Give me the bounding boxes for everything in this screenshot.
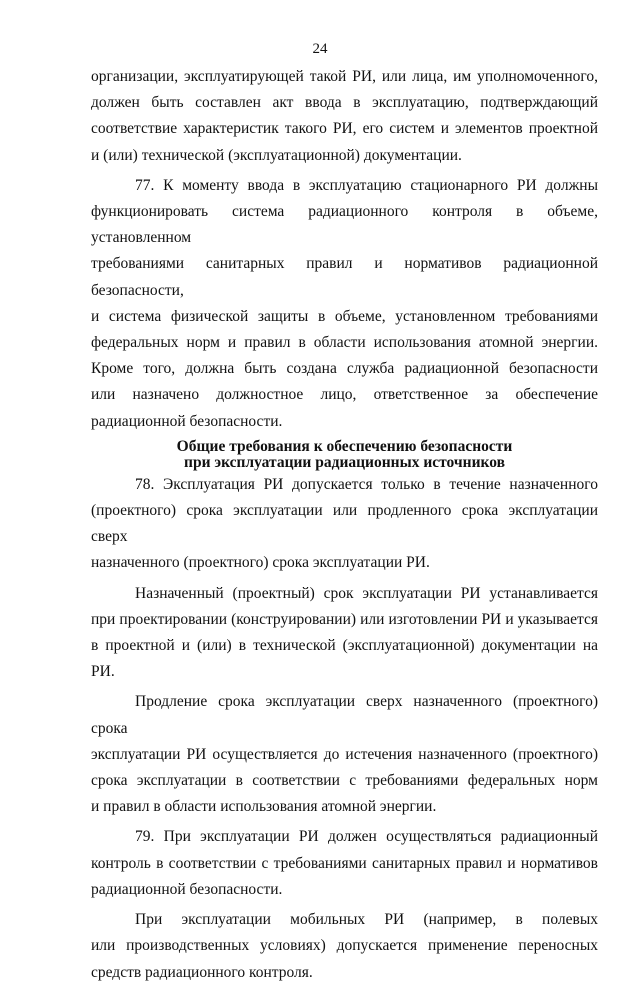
text-line: назначенного (проектного) срока эксплуатации РИ. (91, 554, 430, 572)
text-line: федеральных норм и правил в области использования атомной энергии. (91, 334, 598, 352)
text-line: требованиями санитарных правил и нормативов радиационной безопасности, (91, 255, 598, 299)
text-line: При эксплуатации мобильных РИ (например, в полевых (135, 911, 598, 929)
document-body (91, 64, 598, 986)
text-line: и система физической защиты в объеме, установленном требованиями (91, 307, 598, 325)
section-heading-line: при эксплуатации радиационных источников (184, 454, 505, 472)
text-line: или производственных условиях) допускается применение переносных (91, 937, 598, 955)
text-line: радиационной безопасности. (91, 412, 283, 430)
section-heading (91, 439, 598, 472)
section-heading-line: Общие требования к обеспечению безопасности (176, 437, 513, 455)
text-line: должен быть составлен акт ввода в эксплуатацию, подтверждающий (91, 94, 598, 112)
text-line: организации, эксплуатирующей такой РИ, или лица, им уполномоченного, (91, 68, 598, 85)
text-line: функционировать система радиационного контроля в объеме, установленном (91, 203, 598, 247)
text-line: контроль в соответствии с требованиями санитарных правил и нормативов (91, 854, 598, 872)
text-line: радиационной безопасности. (91, 880, 283, 898)
text-line: Кроме того, должна быть создана служба радиационной безопасности (91, 360, 598, 378)
text-line: и правил в области использования атомной энергии. (91, 798, 437, 816)
text-line: (проектного) срока эксплуатации или продленного срока эксплуатации сверх (91, 502, 598, 546)
text-line: средств радиационного контроля. (91, 963, 313, 981)
text-line: при проектировании (конструировании) или изготовлении РИ и указывается (91, 610, 598, 628)
text-line: срока эксплуатации в соответствии с требованиями федеральных норм (91, 772, 598, 790)
page-number: 24 (312, 41, 328, 57)
text-line: или назначено должностное лицо, ответственное за обеспечение (91, 386, 598, 404)
text-line: Назначенный (проектный) срок эксплуатации РИ устанавливается (135, 584, 598, 602)
text-line: в проектной и (или) в технической (эксплуатационной) документации на РИ. (91, 637, 598, 681)
clause-78-line: 78. Эксплуатация РИ допускается только в течение назначенного (135, 475, 598, 493)
text-line: эксплуатации РИ осуществляется до истечения назначенного (проектного) (91, 745, 598, 763)
clause-77-line: 77. К моменту ввода в эксплуатацию стационарного РИ должны (135, 176, 598, 194)
text-line: и (или) технической (эксплуатационной) документации. (91, 146, 462, 164)
text-line: Продление срока эксплуатации сверх назначенного (проектного) срока (91, 693, 598, 737)
clause-79-line: 79. При эксплуатации РИ должен осуществляться радиационный (135, 828, 598, 846)
text-line: соответствие характеристик такого РИ, его систем и элементов проектной (91, 120, 598, 138)
